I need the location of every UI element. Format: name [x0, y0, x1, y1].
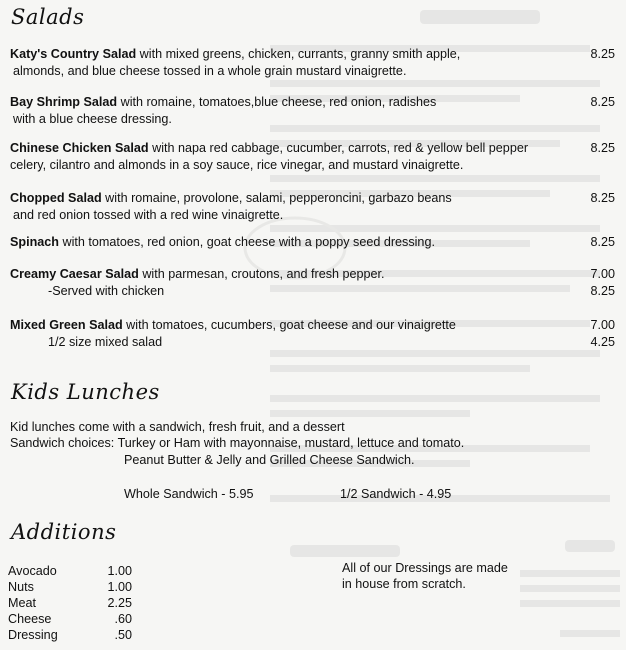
- item-name: Chinese Chicken Salad: [10, 141, 149, 155]
- additions-heading: Additions: [11, 520, 117, 544]
- item-name: Bay Shrimp Salad: [10, 95, 118, 109]
- item-description: with mixed greens, chicken, currants, granny smith apple,: [136, 47, 461, 61]
- addition-price: 1.00: [107, 580, 132, 594]
- item-price: 7.00: [590, 318, 615, 332]
- item-option: -Served with chicken: [48, 284, 165, 298]
- item-price: 8.25: [590, 191, 615, 205]
- item-description: with tomatoes, red onion, goat cheese with a poppy seed dressing.: [59, 235, 435, 249]
- addition-price: .60: [114, 612, 132, 626]
- item-name: Mixed Green Salad: [10, 318, 123, 332]
- addition-name: Cheese: [8, 612, 52, 626]
- item-description: with romaine, provolone, salami, pepperoncini, garbazo beans: [101, 191, 452, 205]
- addition-price: .50: [114, 628, 132, 642]
- menu-item-mixed-green-salad: [10, 317, 615, 351]
- salads-heading: Salads: [11, 5, 85, 29]
- list-item: [8, 611, 132, 627]
- item-option: 1/2 size mixed salad: [48, 335, 163, 349]
- dressing-note-line-2: in house from scratch.: [342, 577, 466, 591]
- addition-name: Meat: [8, 596, 36, 610]
- list-item: [8, 563, 132, 579]
- item-name: Katy's Country Salad: [10, 47, 137, 61]
- item-price: 8.25: [590, 235, 615, 249]
- item-price: 8.25: [590, 141, 615, 155]
- item-name: Chopped Salad: [10, 191, 102, 205]
- list-item: [8, 627, 132, 643]
- additions-list: [8, 563, 132, 643]
- kids-lunches-heading: Kids Lunches: [11, 380, 160, 404]
- addition-price: 1.00: [107, 564, 132, 578]
- addition-name: Avocado: [8, 564, 57, 578]
- kids-half-sandwich-price: 1/2 Sandwich - 4.95: [340, 487, 452, 501]
- menu-item-chinese-chicken-salad: [10, 140, 615, 174]
- item-price-option: 8.25: [590, 284, 615, 298]
- list-item: [8, 579, 132, 595]
- kids-sandwich-choices-2: Peanut Butter & Jelly and Grilled Cheese Sandwich.: [124, 453, 415, 467]
- menu-item-bay-shrimp-salad: [10, 94, 615, 128]
- kids-whole-sandwich-price: Whole Sandwich - 5.95: [124, 487, 254, 501]
- dressing-note-line-1: All of our Dressings are made: [342, 561, 508, 575]
- menu-item-katys-country-salad: [10, 46, 615, 80]
- item-description: with napa red cabbage, cucumber, carrots, red & yellow bell pepper: [148, 141, 529, 155]
- item-description: with romaine, tomatoes,blue cheese, red onion, radishes: [117, 95, 437, 109]
- item-name: Creamy Caesar Salad: [10, 267, 139, 281]
- addition-name: Nuts: [8, 580, 34, 594]
- item-price-option: 4.25: [590, 335, 615, 349]
- item-description-line2: with a blue cheese dressing.: [13, 112, 172, 126]
- item-name: Spinach: [10, 235, 59, 249]
- addition-name: Dressing: [8, 628, 58, 642]
- dressing-note: [342, 560, 512, 592]
- addition-price: 2.25: [107, 596, 132, 610]
- item-price: 8.25: [590, 47, 615, 61]
- kids-line-1: Kid lunches come with a sandwich, fresh fruit, and a dessert: [10, 420, 345, 434]
- item-description-line2: almonds, and blue cheese tossed in a whole grain mustard vinaigrette.: [13, 64, 407, 78]
- menu-item-spinach: [10, 234, 615, 251]
- item-description: with tomatoes, cucumbers, goat cheese and our vinaigrette: [122, 318, 456, 332]
- item-description-line2: celery, cilantro and almonds in a soy sauce, rice vinegar, and mustard vinaigrette.: [10, 158, 464, 172]
- item-description-line2: and red onion tossed with a red wine vinaigrette.: [13, 208, 284, 222]
- kids-sandwich-choices: Sandwich choices: Turkey or Ham with mayonnaise, mustard, lettuce and tomato.: [10, 436, 465, 450]
- list-item: [8, 595, 132, 611]
- menu-item-chopped-salad: [10, 190, 615, 224]
- menu-item-creamy-caesar-salad: [10, 266, 615, 300]
- item-price: 7.00: [590, 267, 615, 281]
- item-price: 8.25: [590, 95, 615, 109]
- item-description: with parmesan, croutons, and fresh pepper.: [138, 267, 385, 281]
